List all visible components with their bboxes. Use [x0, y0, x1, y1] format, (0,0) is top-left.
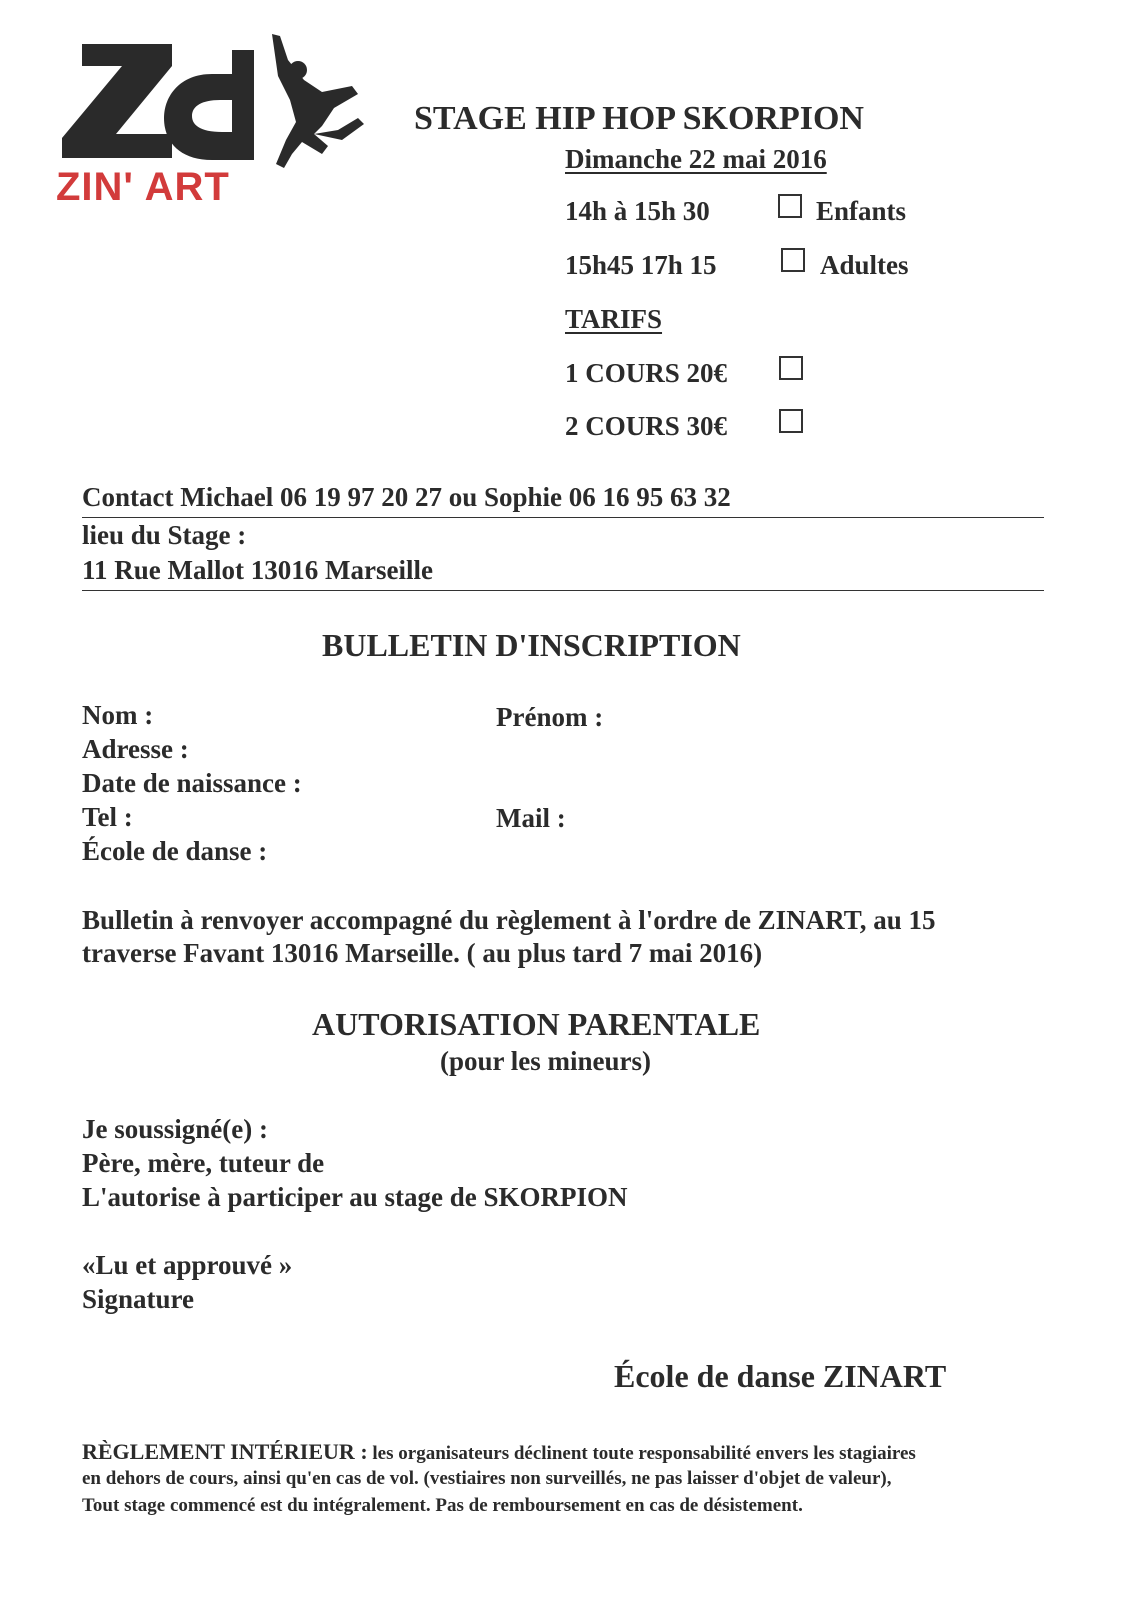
- reglement-line-1: [82, 1438, 916, 1467]
- tarifs-heading: TARIFS: [565, 304, 663, 334]
- venue-address: 11 Rue Mallot 13016 Marseille: [82, 555, 433, 585]
- signature-label: Signature: [82, 1284, 195, 1314]
- contact-line: Contact Michael 06 19 97 20 27 ou Sophie 06 16 95 63 32: [82, 482, 731, 512]
- tarif-2-checkbox[interactable]: [779, 409, 803, 433]
- school-name: École de danse ZINART: [614, 1358, 947, 1394]
- autorisation-line-1: Je soussigné(e) :: [82, 1114, 268, 1144]
- reglement-heading: RÈGLEMENT INTÉRIEUR :: [82, 1439, 368, 1464]
- field-ecole-label: École de danse :: [82, 836, 268, 866]
- event-title: STAGE HIP HOP SKORPION: [414, 100, 864, 137]
- adults-checkbox[interactable]: [781, 248, 805, 272]
- kids-checkbox[interactable]: [778, 194, 802, 218]
- zinart-logo: [52, 30, 372, 210]
- event-date: Dimanche 22 mai 2016: [565, 144, 827, 174]
- dancer-silhouette-icon: [272, 34, 364, 168]
- autorisation-line-2: Père, mère, tuteur de: [82, 1148, 325, 1178]
- reglement-line-3: Tout stage commencé est du intégralement. Pas de remboursement en cas de désistement.: [82, 1495, 803, 1516]
- field-nom-label: Nom :: [82, 700, 154, 730]
- tarif-2-cours: 2 COURS 30€: [565, 411, 728, 441]
- session-adults-label: Adultes: [820, 250, 909, 280]
- field-tel-label: Tel :: [82, 802, 133, 832]
- session-kids-time: 14h à 15h 30: [565, 196, 710, 226]
- autorisation-title: AUTORISATION PARENTALE: [312, 1006, 761, 1042]
- divider-bottom: [82, 590, 1044, 591]
- za-monogram-icon: [62, 44, 254, 160]
- autorisation-subtitle: (pour les mineurs): [440, 1046, 652, 1076]
- reglement-text-1: les organisateurs déclinent toute responsabilité envers les stagiaires: [367, 1443, 916, 1464]
- instructions-line-2: traverse Favant 13016 Marseille. ( au plus tard 7 mai 2016): [82, 938, 763, 968]
- tarif-1-checkbox[interactable]: [779, 356, 803, 380]
- autorisation-line-3: L'autorise à participer au stage de SKORPION: [82, 1182, 628, 1212]
- field-prenom-label: Prénom :: [496, 702, 604, 732]
- field-naissance-label: Date de naissance :: [82, 768, 302, 798]
- logo-brand-text: ZIN' ART: [56, 165, 230, 209]
- field-adresse-label: Adresse :: [82, 734, 189, 764]
- session-adults-time: 15h45 17h 15: [565, 250, 717, 280]
- session-kids-label: Enfants: [816, 196, 907, 226]
- reglement-line-2: en dehors de cours, ainsi qu'en cas de vol. (vestiaires non surveillés, ne pas laisser d'objet de valeur),: [82, 1468, 892, 1489]
- venue-label: lieu du Stage :: [82, 520, 247, 550]
- lu-et-approuve: «Lu et approuvé »: [82, 1250, 293, 1280]
- instructions-line-1: Bulletin à renvoyer accompagné du règlement à l'ordre de ZINART, au 15: [82, 905, 936, 935]
- field-mail-label: Mail :: [496, 803, 566, 833]
- divider-top: [82, 517, 1044, 518]
- bulletin-title: BULLETIN D'INSCRIPTION: [322, 627, 741, 663]
- tarif-1-cours: 1 COURS 20€: [565, 358, 728, 388]
